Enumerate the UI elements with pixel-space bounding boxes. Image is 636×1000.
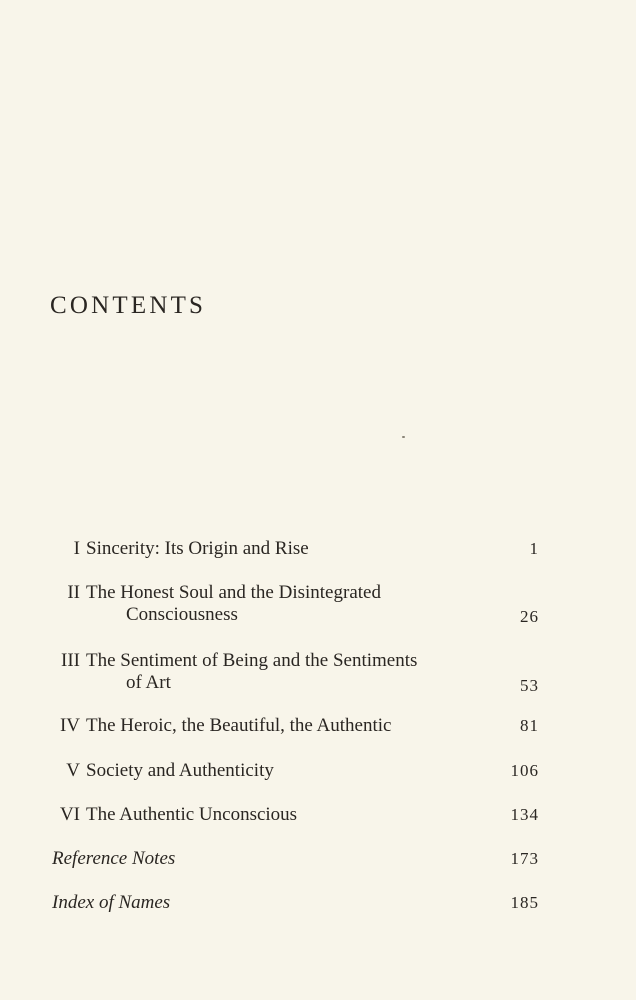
contents-heading: CONTENTS (50, 292, 207, 319)
chapter-number: II (67, 582, 80, 603)
paper-speck (402, 436, 405, 438)
chapter-title: The Honest Soul and the Disintegrated (86, 582, 381, 603)
chapter-title: The Heroic, the Beautiful, the Authentic (86, 715, 392, 736)
chapter-number: V (66, 760, 80, 781)
chapter-number: IV (59, 715, 80, 736)
chapter-number: VI (59, 804, 80, 825)
page-number: 81 (520, 716, 539, 735)
page-number: 26 (520, 607, 539, 626)
chapter-title-continued: Consciousness (126, 604, 238, 625)
page-number: 106 (510, 761, 539, 780)
page-number: 173 (510, 849, 539, 868)
page-number: 185 (510, 893, 539, 912)
page-number: 53 (520, 676, 539, 695)
page-number: 134 (510, 805, 539, 824)
chapter-title: The Authentic Unconscious (86, 804, 298, 825)
chapter-number: III (61, 650, 80, 671)
chapter-title: Sincerity: Its Origin and Rise (86, 538, 309, 559)
chapter-number: I (73, 538, 80, 559)
chapter-title: Society and Authenticity (86, 760, 274, 781)
chapter-title: The Sentiment of Being and the Sentiments (86, 650, 418, 671)
back-matter-title: Index of Names (52, 892, 171, 913)
back-matter-title: Reference Notes (52, 848, 176, 869)
page-number: 1 (529, 539, 539, 558)
chapter-title-continued: of Art (126, 672, 171, 693)
